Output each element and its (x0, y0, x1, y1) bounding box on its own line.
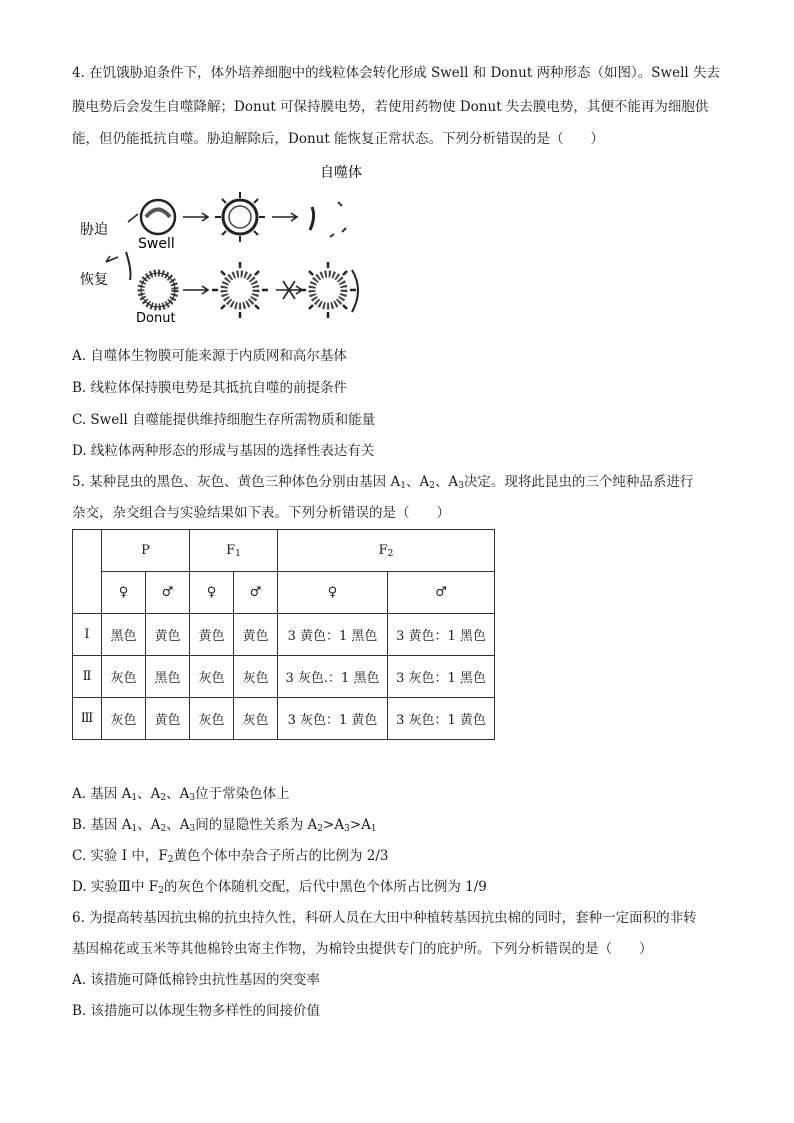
row-id: Ⅲ (73, 698, 102, 740)
table-corner-cell (73, 530, 102, 614)
recover-arrow-icon (106, 256, 118, 262)
stress-label: 胁迫 (80, 222, 108, 238)
q4-option-d[interactable]: D. 线粒体两种形态的形成与基因的选择性表达有关 (72, 443, 375, 459)
male-symbol: ♂ (234, 572, 278, 614)
q5-option-d[interactable]: D. 实验Ⅲ中 $F_2$的灰色个体随机交配，后代中黑色个体所占比例为 1/9 (72, 879, 487, 896)
swell-label: Swell (138, 236, 175, 252)
table-cell: 灰色 (234, 656, 278, 698)
female-symbol: ♀ (278, 572, 388, 614)
arrow-icon (183, 286, 208, 294)
table-cell: 灰色 (190, 656, 234, 698)
header-f2: $F_2$ (278, 530, 495, 572)
table-cell: 灰色 (102, 656, 146, 698)
table-cell: 3 灰色：1 黄色 (388, 698, 495, 740)
table-cell: 黑色 (146, 656, 190, 698)
q5-stem-line1: 5. 某种昆虫的黑色、灰色、黄色三种体色分别由基因 $A_1$、$A_2$、$A_3$决定。现将此昆虫的三个纯种品系进行 (72, 474, 694, 491)
table-cell: 黄色 (146, 614, 190, 656)
table-row (73, 614, 495, 656)
arrow-icon (183, 213, 208, 221)
donut-engulfed-icon (224, 274, 256, 306)
q4-mitochondria-figure (80, 162, 365, 330)
q6-option-a[interactable]: A. 该措施可降低棉铃虫抗性基因的突变率 (72, 972, 320, 988)
q6-stem-line1: 6. 为提高转基因抗虫棉的抗虫持久性，科研人员在大田中种植转基因抗虫棉的同时，套种一定面积的非转 (72, 910, 697, 926)
table-cell: 灰色 (102, 698, 146, 740)
table-cell: 灰色 (190, 698, 234, 740)
table-cell: 3 灰色：1 黄色 (278, 698, 388, 740)
table-cell: 3 灰色：1 黑色 (388, 656, 495, 698)
q5-option-a[interactable]: A. 基因 $A_1$、$A_2$、$A_3$位于常染色体上 (72, 786, 290, 803)
header-f1: $F_1$ (190, 530, 278, 572)
donut-resistant-icon (312, 274, 344, 306)
table-cell: 黄色 (146, 698, 190, 740)
q5-results-table (72, 529, 495, 740)
autophagosome-label: 自噬体 (320, 165, 362, 181)
q5-option-b[interactable]: B. 基因 $A_1$、$A_2$、$A_3$间的显隐性关系为 $A_2>A_3>A_1$ (72, 817, 377, 834)
row-id: Ⅰ (73, 614, 102, 656)
table-cell: 黑色 (102, 614, 146, 656)
q4-stem-line1: 4. 在饥饿胁迫条件下，体外培养细胞中的线粒体会转化形成 Swell 和 Donut 两种形态（如图）。Swell 失去 (72, 65, 720, 81)
table-cell: 黄色 (190, 614, 234, 656)
header-p: P (102, 530, 190, 572)
table-cell: 3 黄色：1 黑色 (278, 614, 388, 656)
table-cell: 3 灰色.：1 黑色 (278, 656, 388, 698)
arrow-icon (272, 213, 297, 221)
female-symbol: ♀ (102, 572, 146, 614)
donut-label: Donut (136, 311, 176, 326)
q6-option-b[interactable]: B. 该措施可以体现生物多样性的间接价值 (72, 1003, 321, 1019)
recover-curve-icon (126, 252, 131, 280)
autophagosome-fragment-icon (310, 207, 314, 230)
row-id: Ⅱ (73, 656, 102, 698)
table-row (73, 698, 495, 740)
table-row (73, 656, 495, 698)
table-cell: 灰色 (234, 698, 278, 740)
table-cell: 黄色 (234, 614, 278, 656)
q4-stem-line3: 能，但仍能抵抗自噬。胁迫解除后，Donut 能恢复正常状态。下列分析错误的是（ ） (72, 131, 605, 147)
q6-stem-line2: 基因棉花或玉米等其他棉铃虫寄主作物，为棉铃虫提供专门的庇护所。下列分析错误的是（ ） (72, 941, 653, 957)
q4-option-b[interactable]: B. 线粒体保持膜电势是其抵抗自噬的前提条件 (72, 380, 348, 396)
recover-label: 恢复 (80, 272, 108, 288)
q4-option-a[interactable]: A. 自噬体生物膜可能来源于内质网和高尔基体 (72, 348, 347, 364)
q4-stem-line2: 膜电势后会发生自噬降解；Donut 可保持膜电势，若使用药物使 Donut 失去膜电势，其便不能再为细胞供 (72, 99, 709, 115)
q4-option-c[interactable]: C. Swell 自噬能提供维持细胞生存所需物质和能量 (72, 412, 376, 428)
q5-stem-line2: 杂交，杂交组合与实验结果如下表。下列分析错误的是（ ） (72, 505, 450, 521)
male-symbol: ♂ (146, 572, 190, 614)
table-cell: 3 黄色：1 黑色 (388, 614, 495, 656)
q5-option-c[interactable]: C. 实验 Ⅰ 中，$F_2$黄色个体中杂合子所占的比例为 2/3 (72, 848, 389, 865)
male-symbol: ♂ (388, 572, 495, 614)
stress-arrow-icon (128, 214, 138, 222)
female-symbol: ♀ (190, 572, 234, 614)
